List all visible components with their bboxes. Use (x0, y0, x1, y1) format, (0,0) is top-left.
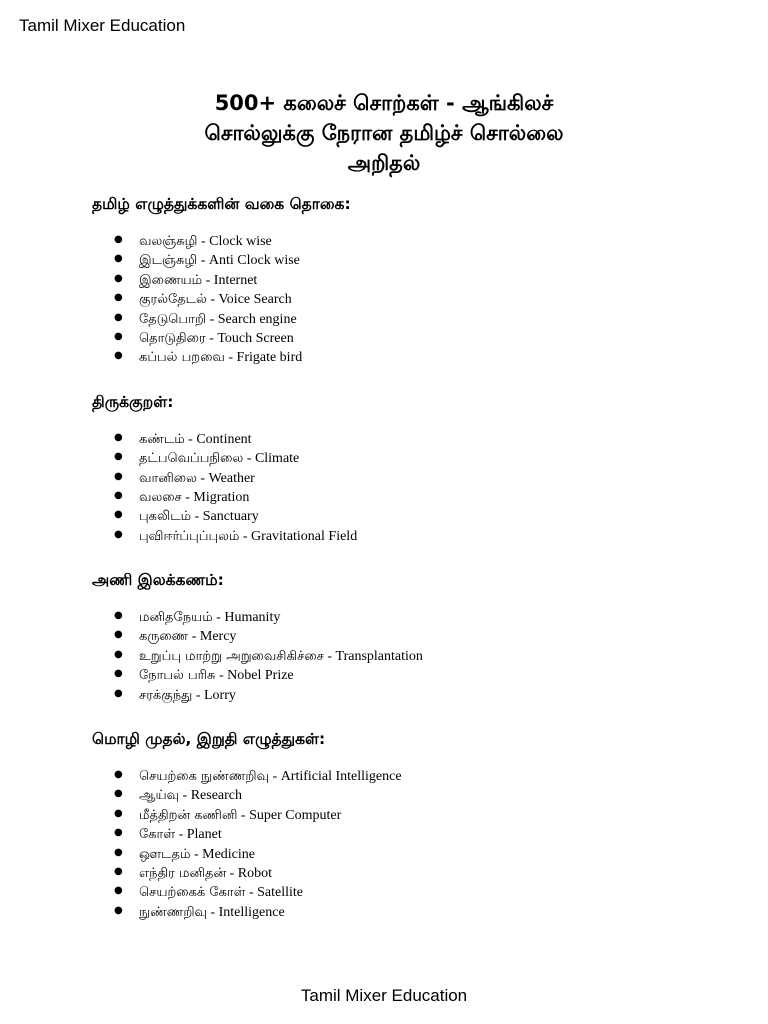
term-separator: - (206, 904, 219, 920)
bullet-icon: ● (114, 272, 123, 284)
tamil-term: ஆய்வு (139, 788, 180, 804)
tamil-term: குரல்தேடல் (139, 292, 207, 308)
section (0, 388, 768, 544)
tamil-term: ஔடதம் (139, 846, 191, 862)
term-item (0, 327, 768, 346)
term-item (0, 625, 768, 644)
english-term: Search engine (217, 311, 297, 327)
term-separator: - (179, 788, 191, 804)
term-list (0, 606, 768, 703)
tamil-term: செயற்கை நுண்ணறிவு (139, 769, 270, 785)
bullet-icon: ● (114, 431, 123, 443)
bullet-icon: ● (114, 904, 123, 916)
term-item (0, 862, 768, 881)
english-term: Satellite (257, 885, 304, 901)
english-term: Anti Clock wise (208, 253, 300, 269)
tamil-term: சரக்குந்து (139, 687, 193, 703)
bullet-icon: ● (114, 846, 123, 858)
term-separator: - (184, 431, 197, 447)
term-item (0, 346, 768, 365)
bullet-icon: ● (114, 292, 123, 304)
tamil-term: புகலிடம் (139, 509, 192, 525)
english-term: Research (190, 788, 243, 804)
term-separator: - (269, 769, 281, 785)
bullet-icon: ● (114, 489, 123, 501)
english-term: Humanity (224, 610, 281, 626)
document-body (0, 190, 768, 942)
term-item (0, 684, 768, 703)
tamil-term: கண்டம் (139, 431, 185, 447)
english-term: Lorry (204, 687, 236, 703)
english-term: Internet (213, 272, 258, 288)
section (0, 566, 768, 703)
term-separator: - (188, 629, 200, 645)
page-footer: Tamil Mixer Education (300, 986, 468, 1005)
page-header: Tamil Mixer Education (19, 16, 186, 35)
english-term: Robot (237, 865, 272, 881)
bullet-icon: ● (114, 865, 123, 877)
document-title (0, 88, 768, 178)
term-item (0, 784, 768, 803)
term-item (0, 447, 768, 466)
term-separator: - (175, 827, 187, 843)
english-term: Super Computer (249, 807, 342, 823)
term-item (0, 505, 768, 524)
tamil-term: வானிலை (139, 470, 197, 486)
term-separator: - (245, 885, 258, 901)
section (0, 725, 768, 920)
tamil-term: புவிஈர்ப்புப்புலம் (139, 528, 240, 544)
bullet-icon: ● (114, 234, 123, 245)
english-term: Artificial Intelligence (280, 769, 402, 785)
term-separator: - (239, 528, 252, 544)
bullet-icon: ● (114, 668, 123, 680)
english-term: Weather (208, 470, 255, 486)
title-line: 500+ கலைச் சொற்கள் - ஆங்கிலச் (214, 91, 554, 115)
term-separator: - (190, 846, 203, 862)
term-item (0, 467, 768, 486)
section-heading: அணி இலக்கணம்: (92, 571, 224, 590)
tamil-term: நோபல் பரிசு (139, 668, 216, 684)
bullet-icon: ● (114, 528, 123, 540)
tamil-term: தேடுபொறி (139, 311, 207, 327)
bullet-icon: ● (114, 687, 123, 699)
tamil-term: இடஞ்சுழி (139, 253, 198, 269)
tamil-term: தொடுதிரை (139, 330, 206, 346)
bullet-icon: ● (114, 330, 123, 342)
english-term: Frigate bird (236, 350, 303, 366)
tamil-term: எந்திர மனிதன் (139, 865, 227, 881)
term-item (0, 288, 768, 307)
english-term: Touch Screen (217, 330, 294, 346)
term-separator: - (192, 687, 204, 703)
term-separator: - (237, 807, 250, 823)
english-term: Nobel Prize (227, 668, 294, 684)
bullet-icon: ● (114, 807, 123, 819)
term-separator: - (226, 865, 238, 881)
english-term: Continent (196, 431, 252, 447)
bullet-icon: ● (114, 629, 123, 641)
bullet-icon: ● (114, 769, 123, 781)
term-item (0, 645, 768, 664)
term-item (0, 804, 768, 823)
term-separator: - (191, 509, 203, 525)
bullet-icon: ● (114, 470, 123, 482)
bullet-icon: ● (114, 648, 123, 660)
term-item (0, 606, 768, 625)
section-heading: தமிழ் எழுத்துக்களின் வகை தொகை: (92, 195, 351, 213)
english-term: Clock wise (209, 234, 272, 249)
term-separator: - (224, 350, 237, 366)
term-separator: - (212, 610, 225, 626)
tamil-term: உறுப்பு மாற்று அறுவைசிகிச்சை (139, 648, 324, 664)
term-separator: - (197, 253, 209, 269)
english-term: Transplantation (335, 648, 423, 664)
section-heading: திருக்குறள்: (92, 392, 174, 411)
tamil-term: வலஞ்சுழி (139, 234, 198, 249)
bullet-icon: ● (114, 311, 123, 323)
bullet-icon: ● (114, 610, 123, 622)
term-item (0, 486, 768, 505)
bullet-icon: ● (114, 788, 123, 800)
term-list (0, 230, 768, 366)
bullet-icon: ● (114, 509, 123, 521)
section (0, 190, 768, 366)
tamil-term: வலசை (139, 489, 182, 505)
title-line: சொல்லுக்கு நேரான தமிழ்ச் சொல்லை (204, 121, 564, 145)
english-term: Mercy (199, 629, 237, 645)
term-list (0, 765, 768, 920)
bullet-icon: ● (114, 350, 123, 362)
term-item (0, 249, 768, 268)
term-separator: - (197, 234, 210, 249)
english-term: Gravitational Field (251, 528, 358, 544)
term-separator: - (206, 311, 218, 327)
term-separator: - (243, 451, 255, 467)
term-list (0, 428, 768, 544)
title-line: அறிதல் (347, 151, 421, 175)
bullet-icon: ● (114, 253, 123, 265)
term-item (0, 230, 768, 249)
term-item (0, 901, 768, 920)
tamil-term: கோள் (139, 827, 176, 843)
term-item (0, 269, 768, 288)
term-separator: - (205, 330, 218, 346)
term-item (0, 428, 768, 447)
english-term: Intelligence (218, 904, 285, 920)
english-term: Sanctuary (202, 509, 259, 525)
english-term: Planet (186, 827, 222, 843)
term-item (0, 525, 768, 544)
tamil-term: நுண்ணறிவு (139, 904, 207, 920)
term-item (0, 823, 768, 842)
term-separator: - (202, 272, 214, 288)
term-item (0, 843, 768, 862)
bullet-icon: ● (114, 827, 123, 839)
tamil-term: மனிதநேயம் (139, 610, 213, 626)
term-separator: - (206, 292, 219, 308)
term-item (0, 881, 768, 900)
term-item (0, 765, 768, 784)
bullet-icon: ● (114, 885, 123, 897)
term-item (0, 308, 768, 327)
term-separator: - (323, 648, 336, 664)
term-separator: - (215, 668, 228, 684)
english-term: Climate (254, 451, 300, 467)
tamil-term: கப்பல் பறவை (139, 350, 225, 366)
tamil-term: மீத்திறன் கணினி (139, 807, 238, 823)
tamil-term: தட்பவெப்பநிலை (139, 451, 244, 467)
tamil-term: செயற்கைக் கோள் (139, 885, 246, 901)
section-heading: மொழி முதல், இறுதி எழுத்துகள்: (92, 730, 326, 749)
tamil-term: கருணை (139, 629, 189, 645)
term-separator: - (181, 489, 194, 505)
term-separator: - (196, 470, 209, 486)
bullet-icon: ● (114, 451, 123, 463)
english-term: Voice Search (218, 292, 292, 308)
english-term: Medicine (202, 846, 255, 862)
tamil-term: இணையம் (139, 272, 203, 288)
english-term: Migration (193, 489, 250, 505)
term-item (0, 664, 768, 683)
